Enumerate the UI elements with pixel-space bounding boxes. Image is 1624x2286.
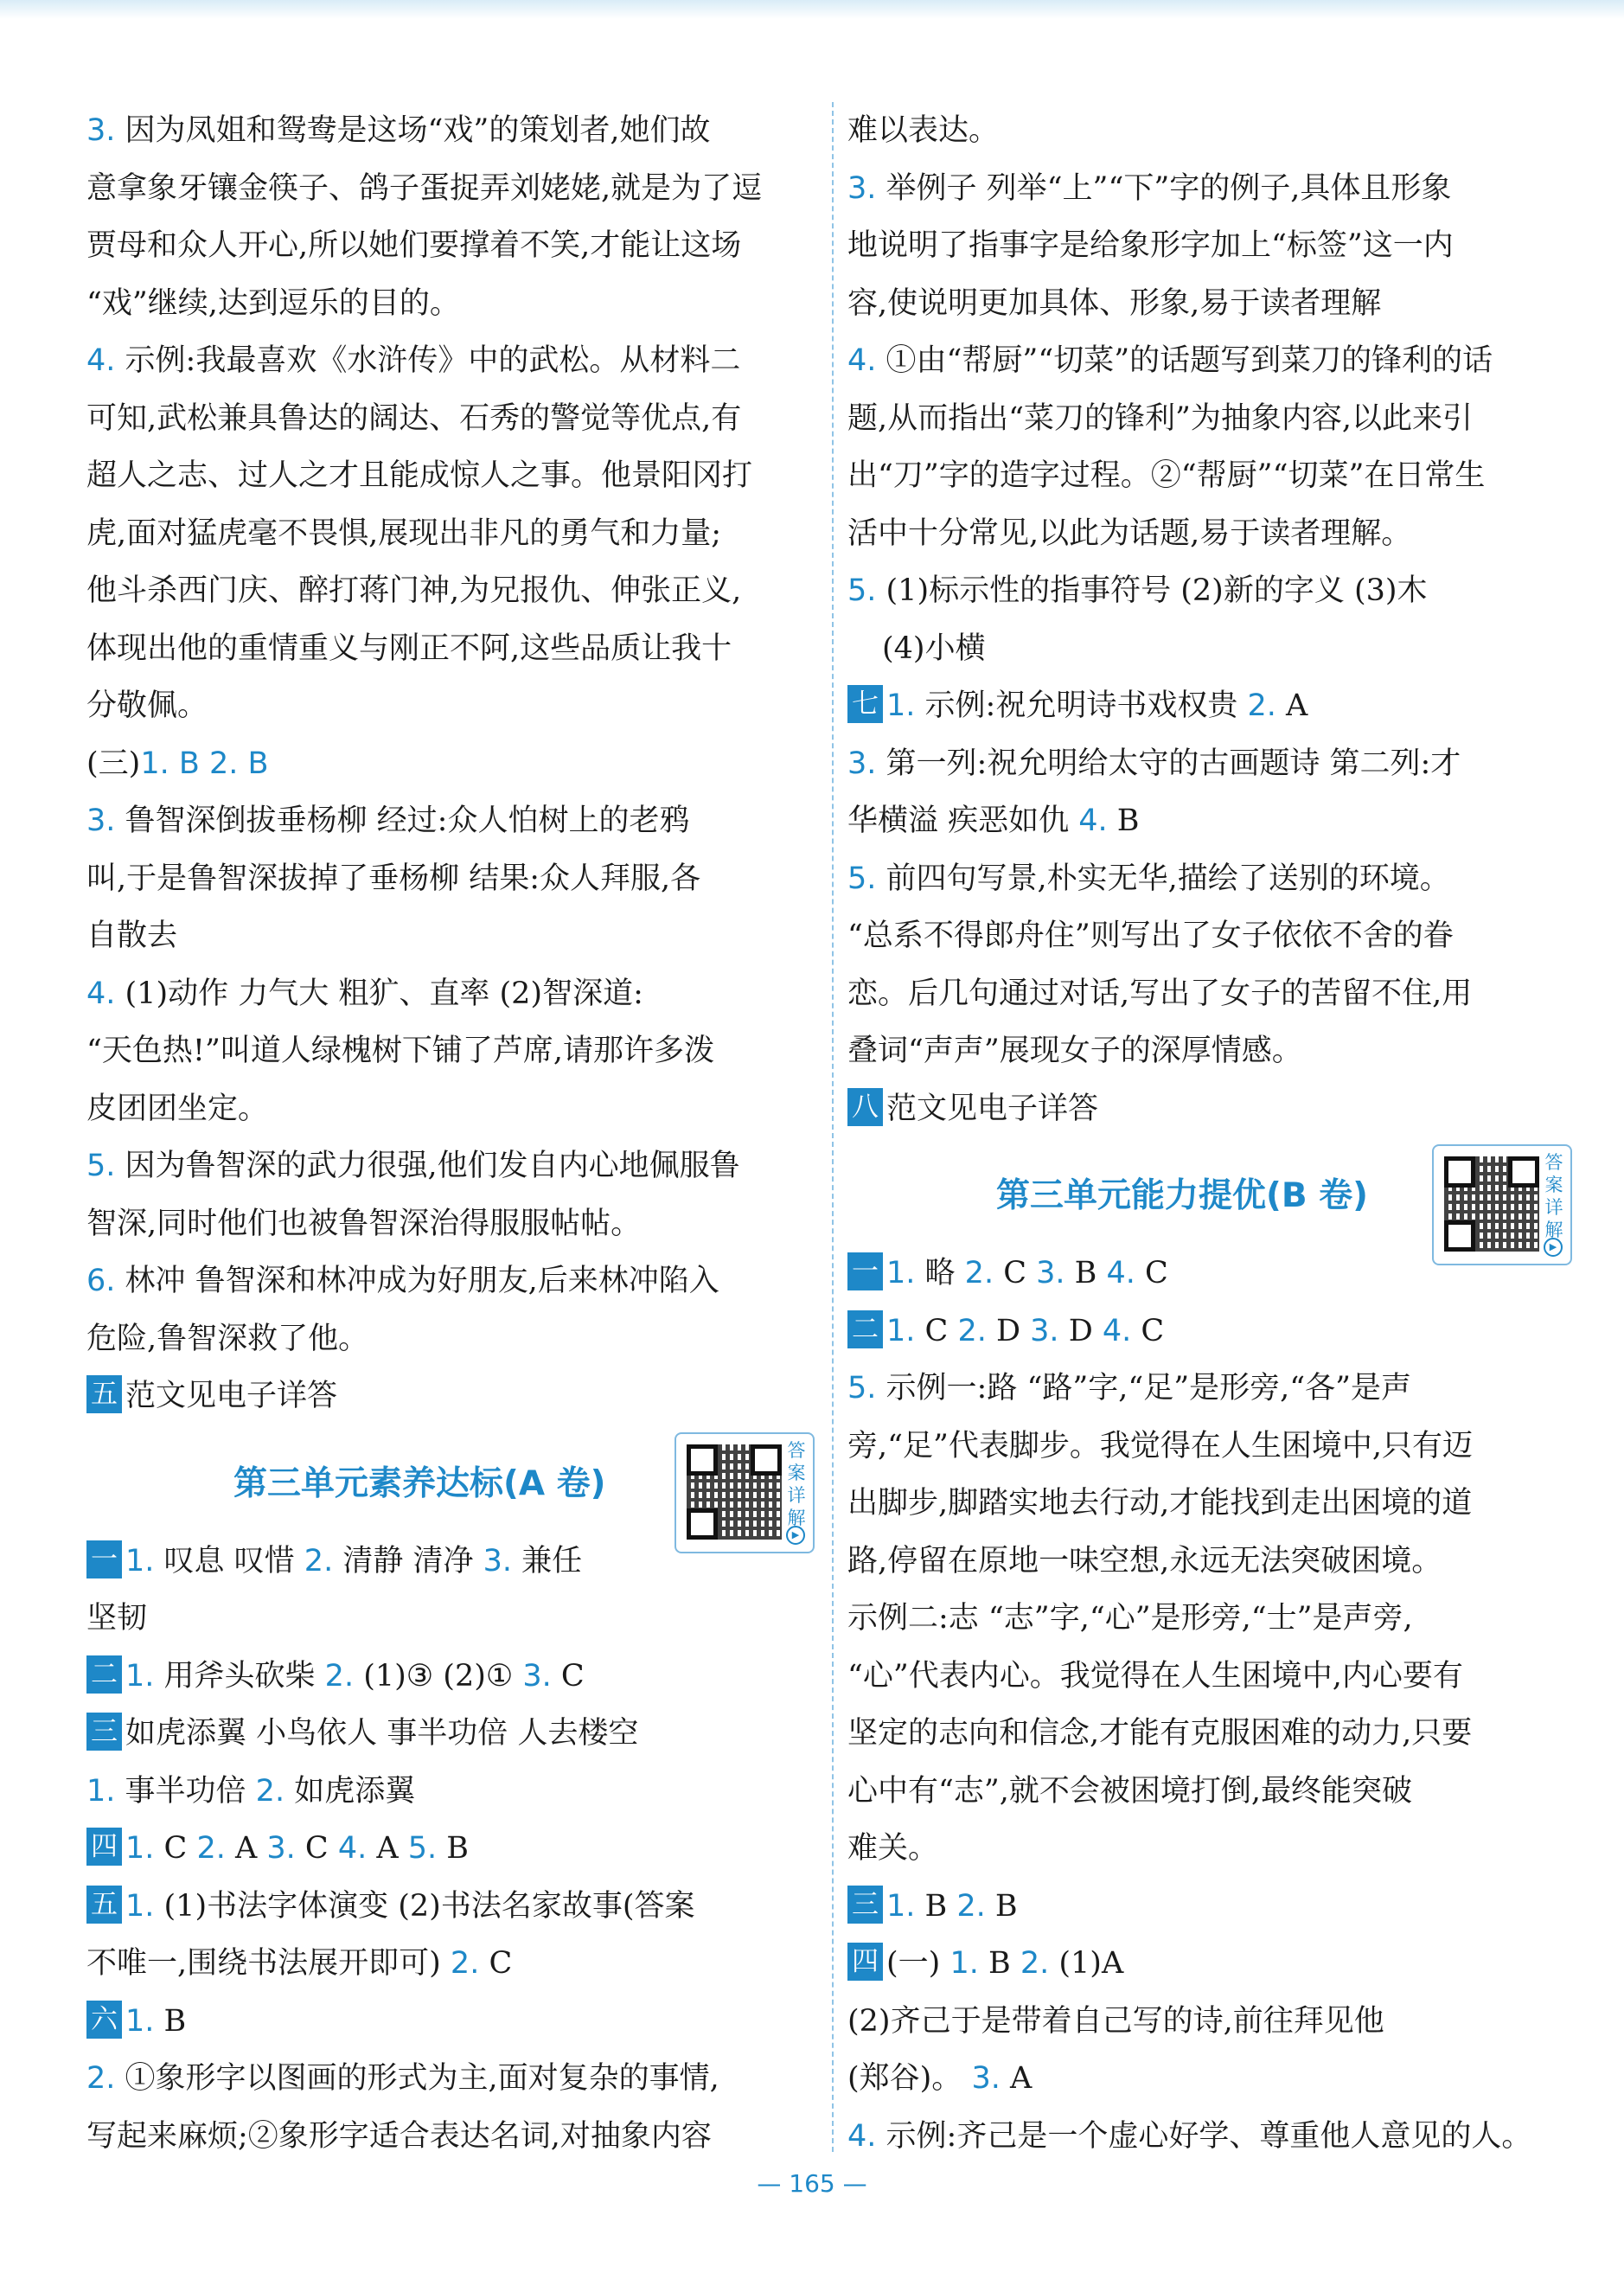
answer-text: 清静 清净 — [333, 1543, 483, 1578]
question-number: 5. — [847, 1371, 877, 1406]
answer-text: 如虎添翼 小鸟依人 事半功倍 人去楼空 — [125, 1716, 639, 1751]
question-number: 5. — [847, 573, 877, 608]
answer-text: 因为鲁智深的武力很强,他们发自内心地佩服鲁 — [115, 1149, 740, 1183]
answer-line — [86, 1878, 820, 1936]
answer-line — [86, 1252, 820, 1310]
section-tag: 八 — [847, 1088, 883, 1126]
answer-line — [86, 2050, 820, 2108]
answer-line — [86, 1022, 820, 1080]
answer-text: A — [225, 1831, 267, 1866]
question-number: 2. — [1247, 688, 1276, 723]
answer-text: 智深,同时他们也被鲁智深治得服服帖帖。 — [86, 1206, 642, 1241]
left-answer-block — [86, 102, 820, 1425]
question-number: 4. — [847, 343, 877, 378]
answer-text: “心”代表内心。我觉得在人生困境中,内心要有 — [847, 1658, 1463, 1694]
answer-text: 他斗杀西门庆、醉打蒋门神,为兄报仇、伸张正义, — [86, 573, 742, 608]
question-number: 1. — [949, 1946, 979, 1981]
answer-line — [847, 850, 1572, 908]
question-number: 2. — [324, 1658, 355, 1694]
answer-text: 范文见电子详答 — [125, 1379, 338, 1413]
answer-text: A — [367, 1831, 408, 1866]
answer-line — [86, 1367, 820, 1425]
answer-line — [847, 965, 1572, 1023]
question-number: 4. — [1102, 1313, 1132, 1348]
answer-line — [86, 620, 820, 678]
section-tag: 二 — [86, 1655, 122, 1694]
page-number: — 165 — — [757, 2169, 867, 2198]
question-number: 3. — [847, 170, 877, 206]
answer-text: 心中有“志”,就不会被困境打倒,最终能突破 — [847, 1773, 1413, 1809]
answer-text: B — [978, 1946, 1020, 1981]
unit-a-answer-block — [86, 1533, 820, 2166]
answer-text: (三) — [86, 746, 141, 781]
section-tag: 七 — [847, 685, 883, 723]
answer-text: 叠词“声声”展现女子的深厚情感。 — [847, 1034, 1302, 1068]
answer-text: 地说明了指事字是给象形字加上“标签”这一内 — [847, 228, 1454, 263]
answer-text: 坚定的志向和信念,才能有克服困难的动力,只要 — [847, 1716, 1473, 1751]
answer-line — [86, 677, 820, 735]
answer-text: 恋。后几句通过对话,写出了女子的苦留不住,用 — [847, 976, 1473, 1011]
answer-text: 坚韧 — [86, 1601, 148, 1636]
answer-text: 虎,面对猛虎毫不畏惧,展现出非凡的勇气和力量; — [86, 515, 722, 551]
question-number: 1. — [886, 1888, 916, 1924]
question-number: 3. — [522, 1658, 552, 1694]
answer-line — [847, 1820, 1572, 1878]
unit-b-qr-code[interactable] — [1432, 1144, 1572, 1265]
answer-line — [847, 1648, 1572, 1706]
answer-text: 前四句写景,朴实无华,描绘了送别的环境。 — [876, 861, 1450, 896]
answer-line — [86, 1993, 820, 2051]
question-number: 1. — [886, 1313, 916, 1348]
question-number: 4. — [86, 976, 116, 1011]
section-tag: 六 — [86, 2001, 122, 2039]
question-number: 1. — [125, 1543, 155, 1578]
unit-a-qr-code[interactable] — [675, 1432, 815, 1553]
answer-line — [86, 1310, 820, 1368]
question-number: 2. — [86, 2061, 116, 2096]
question-number: 1. — [125, 2003, 155, 2039]
answer-text: 出“刀”字的造字过程。②“帮厨”“切菜”在日常生 — [847, 458, 1486, 493]
answer-text: 举例子 列举“上”“下”字的例子,具体且形象 — [876, 170, 1452, 206]
question-number: 3. — [266, 1831, 296, 1866]
answer-line — [847, 1418, 1572, 1476]
answer-text: C — [915, 1313, 958, 1348]
answer-text: “戏”继续,达到逗乐的目的。 — [86, 285, 460, 321]
answer-line — [847, 160, 1572, 218]
answer-text: A — [1276, 688, 1308, 723]
unit-a-header — [86, 1425, 820, 1540]
answer-line — [86, 562, 820, 620]
answer-line — [847, 1080, 1572, 1138]
question-number: 1. B — [140, 746, 200, 781]
answer-text: 意拿象牙镶金筷子、鸽子蛋捉弄刘姥姥,就是为了逗 — [86, 170, 763, 206]
answer-text: (1)③ (2)① — [354, 1658, 523, 1694]
top-band — [0, 0, 1624, 19]
question-number: 4. — [1078, 804, 1108, 838]
answer-line — [847, 735, 1572, 793]
answer-text: D — [986, 1313, 1031, 1348]
answer-text: 叹息 叹惜 — [154, 1543, 304, 1578]
right-column — [847, 102, 1572, 2165]
answer-text: B — [437, 1831, 470, 1866]
unit-b-header — [847, 1137, 1572, 1252]
answer-text: 鲁智深倒拔垂杨柳 经过:众人怕树上的老鸦 — [115, 804, 690, 838]
question-number: 2. — [956, 1888, 986, 1924]
play-icon: ▶ — [786, 1526, 805, 1545]
answer-text: D — [1058, 1313, 1103, 1348]
question-number: 1. — [886, 688, 916, 723]
answer-line — [847, 677, 1572, 735]
section-tag: 四 — [86, 1828, 122, 1866]
section-tag: 三 — [86, 1713, 122, 1751]
answer-line — [86, 735, 820, 793]
answer-line — [86, 1195, 820, 1253]
answer-text: 路,停留在原地一味空想,永远无法突破困境。 — [847, 1543, 1442, 1578]
answer-line — [847, 2108, 1572, 2166]
answer-text: 体现出他的重情重义与刚正不阿,这些品质让我十 — [86, 631, 732, 666]
answer-text: 皮团团坐定。 — [86, 1091, 269, 1126]
answer-line — [847, 217, 1572, 275]
answer-line — [847, 562, 1572, 620]
answer-line — [847, 792, 1572, 850]
answer-text: 第一列:祝允明给太守的古画题诗 第二列:才 — [876, 746, 1461, 781]
answer-line — [86, 792, 820, 850]
answer-line — [86, 1648, 820, 1706]
answer-text: 范文见电子详答 — [886, 1091, 1099, 1126]
question-number: 5. — [847, 861, 877, 896]
question-number: 2. — [304, 1543, 334, 1578]
answer-line — [86, 1935, 820, 1993]
question-number: 1. — [125, 1658, 155, 1694]
play-icon: ▶ — [1544, 1238, 1563, 1257]
answer-line — [86, 850, 820, 908]
answer-text: 不唯一,围绕书法展开即可) — [86, 1946, 451, 1981]
question-number: 3. — [971, 2061, 1001, 2096]
unit-a-title: 第三单元素养达标(A 卷) — [233, 1463, 606, 1503]
left-column — [86, 102, 820, 2165]
section-tag: 一 — [86, 1540, 122, 1578]
answer-line — [847, 1303, 1572, 1361]
answer-text: 叫,于是鲁智深拔掉了垂杨柳 结果:众人拜服,各 — [86, 861, 701, 896]
question-number: 5. — [86, 1149, 116, 1183]
answer-line — [847, 505, 1572, 563]
section-tag: 五 — [86, 1375, 122, 1413]
question-number: 2. — [964, 1256, 994, 1290]
answer-text: 兼任 — [512, 1543, 583, 1578]
question-number: 5. — [407, 1831, 438, 1866]
answer-line — [847, 1533, 1572, 1591]
answer-line — [847, 1475, 1572, 1533]
answer-line — [86, 505, 820, 563]
section-tag: 一 — [847, 1252, 883, 1290]
answer-text: (1)A — [1049, 1946, 1124, 1981]
answer-line — [86, 447, 820, 505]
answer-text: 事半功倍 — [115, 1773, 256, 1809]
answer-text: 危险,鲁智深救了他。 — [86, 1321, 369, 1356]
qr-label: 答案详解 — [787, 1439, 806, 1528]
answer-line — [86, 1820, 820, 1878]
answer-text: A — [1000, 2061, 1033, 2096]
answer-text: B — [1107, 804, 1140, 838]
question-number: 3. — [847, 746, 877, 781]
answer-line — [847, 1705, 1572, 1763]
answer-line — [86, 907, 820, 965]
answer-text — [200, 746, 209, 781]
answer-text: 林冲 鲁智深和林冲成为好朋友,后来林冲陷入 — [115, 1264, 719, 1298]
question-number: 4. — [337, 1831, 368, 1866]
question-number: 3. — [86, 804, 116, 838]
question-number: 3. — [483, 1543, 512, 1578]
column-divider — [832, 102, 834, 2152]
answer-line — [847, 390, 1572, 448]
answer-text: B — [915, 1888, 957, 1924]
answer-line — [86, 1590, 820, 1648]
answer-text: 略 — [915, 1256, 965, 1290]
answer-text: (1)动作 力气大 粗犷、直率 (2)智深道: — [115, 976, 643, 1011]
unit-b-title: 第三单元能力提优(B 卷) — [996, 1176, 1368, 1215]
answer-text: 用斧头砍柴 — [154, 1658, 325, 1694]
answer-line — [847, 102, 1572, 160]
answer-text: (郑谷)。 — [847, 2061, 972, 2096]
answer-line — [86, 1137, 820, 1195]
answer-line — [847, 447, 1572, 505]
answer-text: C — [551, 1658, 585, 1694]
answer-line — [847, 1878, 1572, 1936]
answer-line — [86, 217, 820, 275]
answer-text: C — [1135, 1256, 1168, 1290]
qr-label: 答案详解 — [1544, 1152, 1563, 1240]
right-answer-block — [847, 102, 1572, 1137]
answer-line — [86, 1705, 820, 1763]
answer-text: 示例一:路 “路”字,“足”是形旁,“各”是声 — [876, 1371, 1412, 1406]
answer-text: 华横溢 疾恶如仇 — [847, 804, 1079, 838]
answer-line — [86, 965, 820, 1023]
question-number: 1. — [125, 1831, 155, 1866]
answer-line — [847, 1360, 1572, 1418]
answer-text: C — [154, 1831, 197, 1866]
answer-line — [847, 275, 1572, 333]
question-number: 3. — [86, 113, 116, 148]
answer-text: B — [154, 2003, 187, 2039]
question-number: 1. — [886, 1256, 916, 1290]
answer-line — [847, 332, 1572, 390]
answer-line — [86, 390, 820, 448]
answer-text: 难以表达。 — [847, 113, 1000, 148]
section-tag: 三 — [847, 1886, 883, 1924]
answer-line — [86, 1763, 820, 1821]
answer-text: 示例:齐己是一个虚心好学、尊重他人意见的人。 — [876, 2118, 1532, 2154]
answer-text: (1)书法字体演变 (2)书法名家故事(答案 — [154, 1888, 695, 1924]
answer-text: 如虎添翼 — [285, 1773, 416, 1809]
question-number: 2. — [255, 1773, 285, 1809]
answer-text: C — [479, 1946, 513, 1981]
answer-text: 写起来麻烦;②象形字适合表达名词,对抽象内容 — [86, 2118, 712, 2154]
answer-text: B — [1065, 1256, 1107, 1290]
question-number: 1. — [125, 1888, 155, 1924]
answer-line — [847, 1993, 1572, 2051]
question-number: 4. — [847, 2118, 877, 2154]
answer-text: (一) — [886, 1946, 950, 1981]
answer-text: “总系不得郎舟住”则写出了女子依依不舍的眷 — [847, 919, 1454, 953]
answer-text: 活中十分常见,以此为话题,易于读者理解。 — [847, 515, 1412, 551]
answer-text: C — [994, 1256, 1037, 1290]
answer-text: 超人之志、过人之才且能成惊人之事。他景阳冈打 — [86, 458, 753, 493]
answer-text: 贾母和众人开心,所以她们要撑着不笑,才能让这场 — [86, 228, 742, 263]
section-tag: 五 — [86, 1886, 122, 1924]
answer-text: 分敬佩。 — [86, 688, 208, 723]
question-number: 2. B — [208, 746, 269, 781]
answer-text: ①象形字以图画的形式为主,面对复杂的事情, — [115, 2061, 719, 2096]
question-number: 2. — [957, 1313, 987, 1348]
answer-text: 旁,“足”代表脚步。我觉得在人生困境中,只有迈 — [847, 1428, 1474, 1463]
question-number: 4. — [1106, 1256, 1135, 1290]
answer-text: 示例二:志 “志”字,“心”是形旁,“士”是声旁, — [847, 1601, 1413, 1636]
answer-text: B — [985, 1888, 1018, 1924]
answer-line — [847, 620, 1572, 678]
question-number: 2. — [1020, 1946, 1050, 1981]
question-number: 6. — [86, 1264, 116, 1298]
answer-line — [86, 2108, 820, 2166]
unit-b-answer-block — [847, 1245, 1572, 2165]
section-tag: 四 — [847, 1943, 883, 1981]
answer-line — [847, 1590, 1572, 1648]
answer-text: 可知,武松兼具鲁达的阔达、石秀的警觉等优点,有 — [86, 400, 742, 436]
answer-line — [847, 907, 1572, 965]
answer-text: 题,从而指出“菜刀的锋利”为抽象内容,以此来引 — [847, 400, 1474, 436]
answer-text: (1)标示性的指事符号 (2)新的字义 (3)木 — [876, 573, 1428, 608]
question-number: 2. — [450, 1946, 480, 1981]
answer-line — [847, 1022, 1572, 1080]
question-number: 3. — [1036, 1256, 1065, 1290]
answer-line — [86, 160, 820, 218]
answer-text: 示例:祝允明诗书戏权贵 — [915, 688, 1248, 723]
answer-line — [86, 1080, 820, 1138]
answer-text: 容,使说明更加具体、形象,易于读者理解 — [847, 285, 1382, 321]
answer-text: “天色热!”叫道人绿槐树下铺了芦席,请那许多泼 — [86, 1034, 714, 1068]
answer-text: (4)小横 — [882, 631, 986, 666]
answer-line — [847, 1935, 1572, 1993]
answer-line — [86, 102, 820, 160]
answer-text: ①由“帮厨”“切菜”的话题写到菜刀的锋利的话 — [876, 343, 1493, 378]
answer-text: 难关。 — [847, 1831, 939, 1866]
answer-text: C — [295, 1831, 338, 1866]
question-number: 3. — [1030, 1313, 1059, 1348]
question-number: 1. — [86, 1773, 116, 1809]
answer-line — [86, 332, 820, 390]
answer-text: C — [1131, 1313, 1165, 1348]
question-number: 4. — [86, 343, 116, 378]
section-tag: 二 — [847, 1310, 883, 1348]
answer-text: (2)齐己于是带着自己写的诗,前往拜见他 — [847, 2003, 1384, 2039]
answer-line — [847, 1763, 1572, 1821]
question-number: 2. — [196, 1831, 226, 1866]
answer-text: 出脚步,脚踏实地去行动,才能找到走出困境的道 — [847, 1486, 1473, 1521]
answer-line — [86, 275, 820, 333]
answer-line — [847, 2050, 1572, 2108]
answer-text: 自散去 — [86, 919, 178, 953]
answer-text: 因为凤姐和鸳鸯是这场“戏”的策划者,她们故 — [115, 113, 711, 148]
answer-text: 示例:我最喜欢《水浒传》中的武松。从材料二 — [115, 343, 741, 378]
